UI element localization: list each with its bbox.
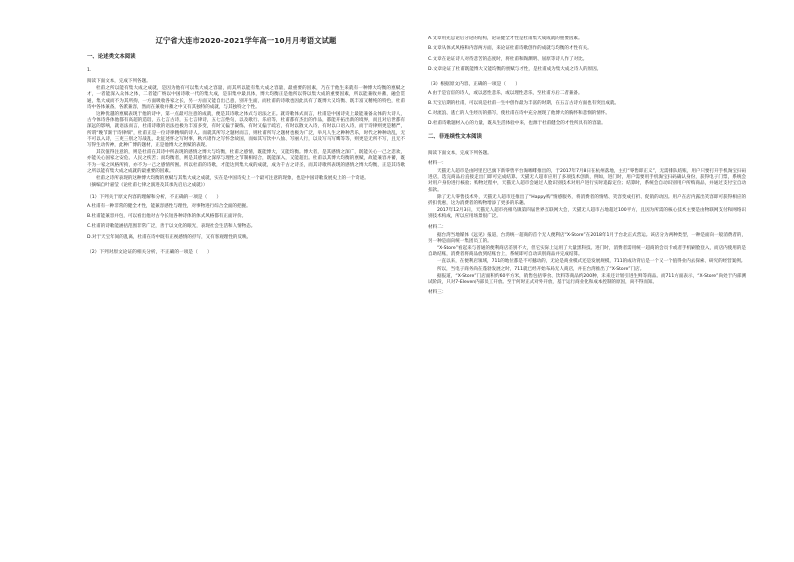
- question-2: （2）下列对原文论证的相关分析，不正确的一项是（ ）: [87, 250, 212, 256]
- material-paragraph: 据报道，“X-Store”门店面积约60平方米，销售包括零食、饮料等商品约200种，未来还计划引进生鲜等商品。而711方面表示，“X-Store”尚处于内部测试阶段，只对7-Eleven内部员工开放。至于何时正式对外开放，基于运行商业化和成本控制的原因，尚不得而知。: [428, 273, 746, 286]
- passage-paragraph: 杜甫之所以能有集大成之成就，是因为他有可以集大成之容量，而其所以能有集大成之容量，最重要的因素，乃在于他生来就有一种博大均衡的禀赋之才，一者能深入众体之体，二者能广纳以中国诗歌一代的集大成，是旧集中最具体，博大均衡正是他所以得以集大成的重要因素，所以能兼收并蓄，融会贯通，集大成而不为其所拘，一方面吸收各家之长，另一方面又能自出己意，别开生面，而杜甫的诗歌也因此具有了既博大又均衡、既丰富又精纯的特色，杜甫诗中各体兼备，各派兼容，然而在兼收并蓄之中又有其独特的成就，与其独特之个性。: [87, 86, 405, 110]
- section-heading-2: 二、非连续性文本阅读: [428, 133, 482, 140]
- material-paragraph: 一直以来，在便利店领域，711的地位都是不可撼动的，无论是商业模式还是发展规模，711的成功背后是一个又一个值得业内去探索、研究的经营案例。: [437, 259, 746, 265]
- question-2-option-c: C.文章在论证诗人对待悲苦的态度时，将杜甫和陶渊明、屈原等诗人作了对比。: [428, 56, 588, 62]
- question-1: （1）下列关于原文内容的理解和分析，不正确的一项是（ ）: [87, 195, 222, 201]
- passage-paragraph: 这种优越的禀赋表现于他的诗中，第一点最可注意的成就，便是其诗歌之体式与语法之正。就诗歌体式而言，杜甫是中国诗史上最能兼备众体的大诗人，古今体诗各体他都有高超的造诣，五七言古诗，五七言律诗，五七言绝句，以及歌行、乐府等，杜甫都有杰出的作品，都能开拓出新的境界，而且对后世都有深远的影响，就语法而言，杜甫诗歌的语法也极为丰富多变，有时又偏于凝练，有时又偏于疏宕，有时以散文入诗，有时以口语入诗，而于诗律则更是精严，所谓“晚节渐于诗律细”，杜甫正是一位诗律精细的诗人。而就其所写之题材而言，则杜甫所写之题材也极为广泛，举凡人生之种种苦乐，时代之种种动乱，无不可以入诗，三吏三别之写战乱，北征述怀之写时事，秋兴诸作之写怀念故国，而如其写饮中八仙、写丽人行，以及写马写鹰等等，则更是无所不写，且无不写得生动传神，此种广博的题材，正是他博大之禀赋的表现。: [87, 112, 405, 149]
- material-paragraph: “X-Store”看起来与普通的便利商店差别不大，但它实际上运用了大量黑科技。进门时，消费者需用统一超商的会员卡或者手机刷脸登入，而店内使用的是自助结账，消费者将商品放到结账台上，系统即可自动识别商品并完成结算。: [428, 246, 746, 258]
- question-1-option-d: D.对于天宝年间的乱离，杜甫在诗中既有正视感情的抒写，又有客观理性的反映。: [87, 234, 252, 240]
- question-1-option-a: A.杜甫有一种非常的健全才性，能兼容感性与理性，对事物进行综合全面的把握。: [87, 203, 251, 209]
- instruction-text: 阅读下面文本，完成下列各题。: [428, 150, 492, 156]
- material-paragraph: 据台湾当地媒体《远见》报道，台湾统一超商的首个无人便利店“X-Store”在2018年1月于台北正式营运。该店分为两种类型，一种是面向一般消费者的，另一种是面向统一集团员工的。: [428, 232, 746, 244]
- material-paragraph: 天猫无人超市是由阿里巴巴旗下新零售平台淘咖啡推出的，于2017年7月8日在杭州落地，主打“零售即正义”，无需排队结账，用户只要打开手机淘宝扫码进店，选完商品后直接走出门即可完成结算。天猫无人超市应用了多项技术创新，例如，进门时，用户需要用手机淘宝扫码确认身份，获得电子门票，系统会对用户身份进行核验；购物过程中，天猫无人超市会通过人脸识别技术对用户进行实时追踪定位；结算时，系统会自动识别用户所购商品，并通过支付宝自动扣款。: [428, 168, 746, 193]
- material-label: 材料三：: [428, 290, 447, 296]
- right-column: [428, 36, 746, 551]
- question-2-option-d: D.文章论证了杜甫既能博大又能均衡的禀赋与才性，是杜甫成为集大成之诗人的原因。: [428, 66, 602, 72]
- instruction-text: 阅读下面文本，完成下列各题。: [87, 79, 151, 84]
- page-title: 辽宁省大连市2020-2021学年高一10月月考语文试题: [155, 36, 337, 45]
- left-column: [87, 36, 405, 551]
- material-paragraph: 除了无人零售技术外，天猫无人超市还推出了“Happy购”情感服务，将消费者的情绪、笑容变成打折、促销的动因。用户在店内露出笑容即可获得相应的折扣优惠，这为消费者的购物增添了更多的乐趣。: [428, 194, 746, 206]
- material-paragraph: 2017年12月3日，天猫无人超市亮相乌镇第四届世界互联网大会，天猫无人超市占地超过100平方，且因为所需的核心技术主要是由物联网支付和网络识别技术构成，所以应用场景很广泛。: [428, 208, 746, 220]
- question-3: （3）根据原文内容，正确的一项是（ ）: [428, 82, 521, 88]
- question-3-option-c: C.对流浪、逃亡的人生经历的描写，使杜甫在诗中充分展现了他博大的胸怀和悲悯的情怀。: [428, 111, 610, 117]
- question-2-option-b: B.文章从体式风格和内容两方面，来论证杜甫诗歌创作的成就与均衡的才性有关。: [428, 46, 592, 52]
- passage-paragraph: 杜甫之诗所表现的这种博大均衡的禀赋与其集大成之成就，实在是中国诗史上一个最可注意的现象，也是中国诗歌发展史上的一个奇迹。: [96, 176, 369, 182]
- section-heading-1: 一、论述类文本阅读: [87, 54, 136, 60]
- material-paragraph: 所以，当电子商务尚在蓬勃发展之时，711就已经开始布局无人商店，并在台湾推出了“X-Store”门店。: [437, 266, 645, 272]
- passage-paragraph: 其次值得注意的，则是杜甫在其诗中所表现的感情之博大与均衡，杜甫之感情，既能博大，又能均衡。博大者，是其感情之深广，既能关心一己之悲欢，亦能关心国家之安危、人民之疾苦；而均衡者，则是其感情之深厚与理性之节制相结合，既能深入，又能超出。杜甫以其博大均衡的禀赋，故能兼容并蓄，既不为一家之风格所拘，亦不为一己之感情所囿。所以杜甫的诗歌，才能达到集大成的成就，成为千古之诗圣，而其诗歌所表现的感情之博大均衡，正是其诗歌之所以能有集大成之成就的最重要的因素。: [87, 150, 405, 174]
- question-1-option-b: B.杜甫能兼容并包，可以看出他对古今长短各种诗体的体式风格都有正面评价。: [87, 214, 247, 220]
- material-label: 材料二：: [428, 224, 447, 230]
- source-citation: （摘编自叶嘉莹《论杜甫七律之演进及其承先启后之成就》）: [87, 183, 208, 189]
- question-3-option-d: D.杜甫诗歌题材入心的力量，既从生活体验中来，也源于杜甫健全的才性所具有的容量。: [428, 121, 606, 127]
- question-3-option-a: A.由于是官宦的诗人，或以恶性悲乐，或以理性悲乐，至杜甫方后二者兼备。: [428, 90, 583, 96]
- question-3-option-b: B.天宝后期的杜甫，可以说是杜甫一生中创作最为丰富的时期，在五言古诗方面也有突出成就。: [428, 100, 619, 106]
- question-1-option-c: C.杜甫的诗歌能涵括范围非常广泛，善于以文化的眼光，表现社会生活和人情物态。: [87, 224, 256, 230]
- question-2-option-a: A.文章用先总论后分论的结构，论证健全才性是杜甫集大成成就的重要因素。: [428, 36, 583, 41]
- material-label: 材料一：: [428, 160, 447, 166]
- question-number: 1.: [87, 68, 92, 73]
